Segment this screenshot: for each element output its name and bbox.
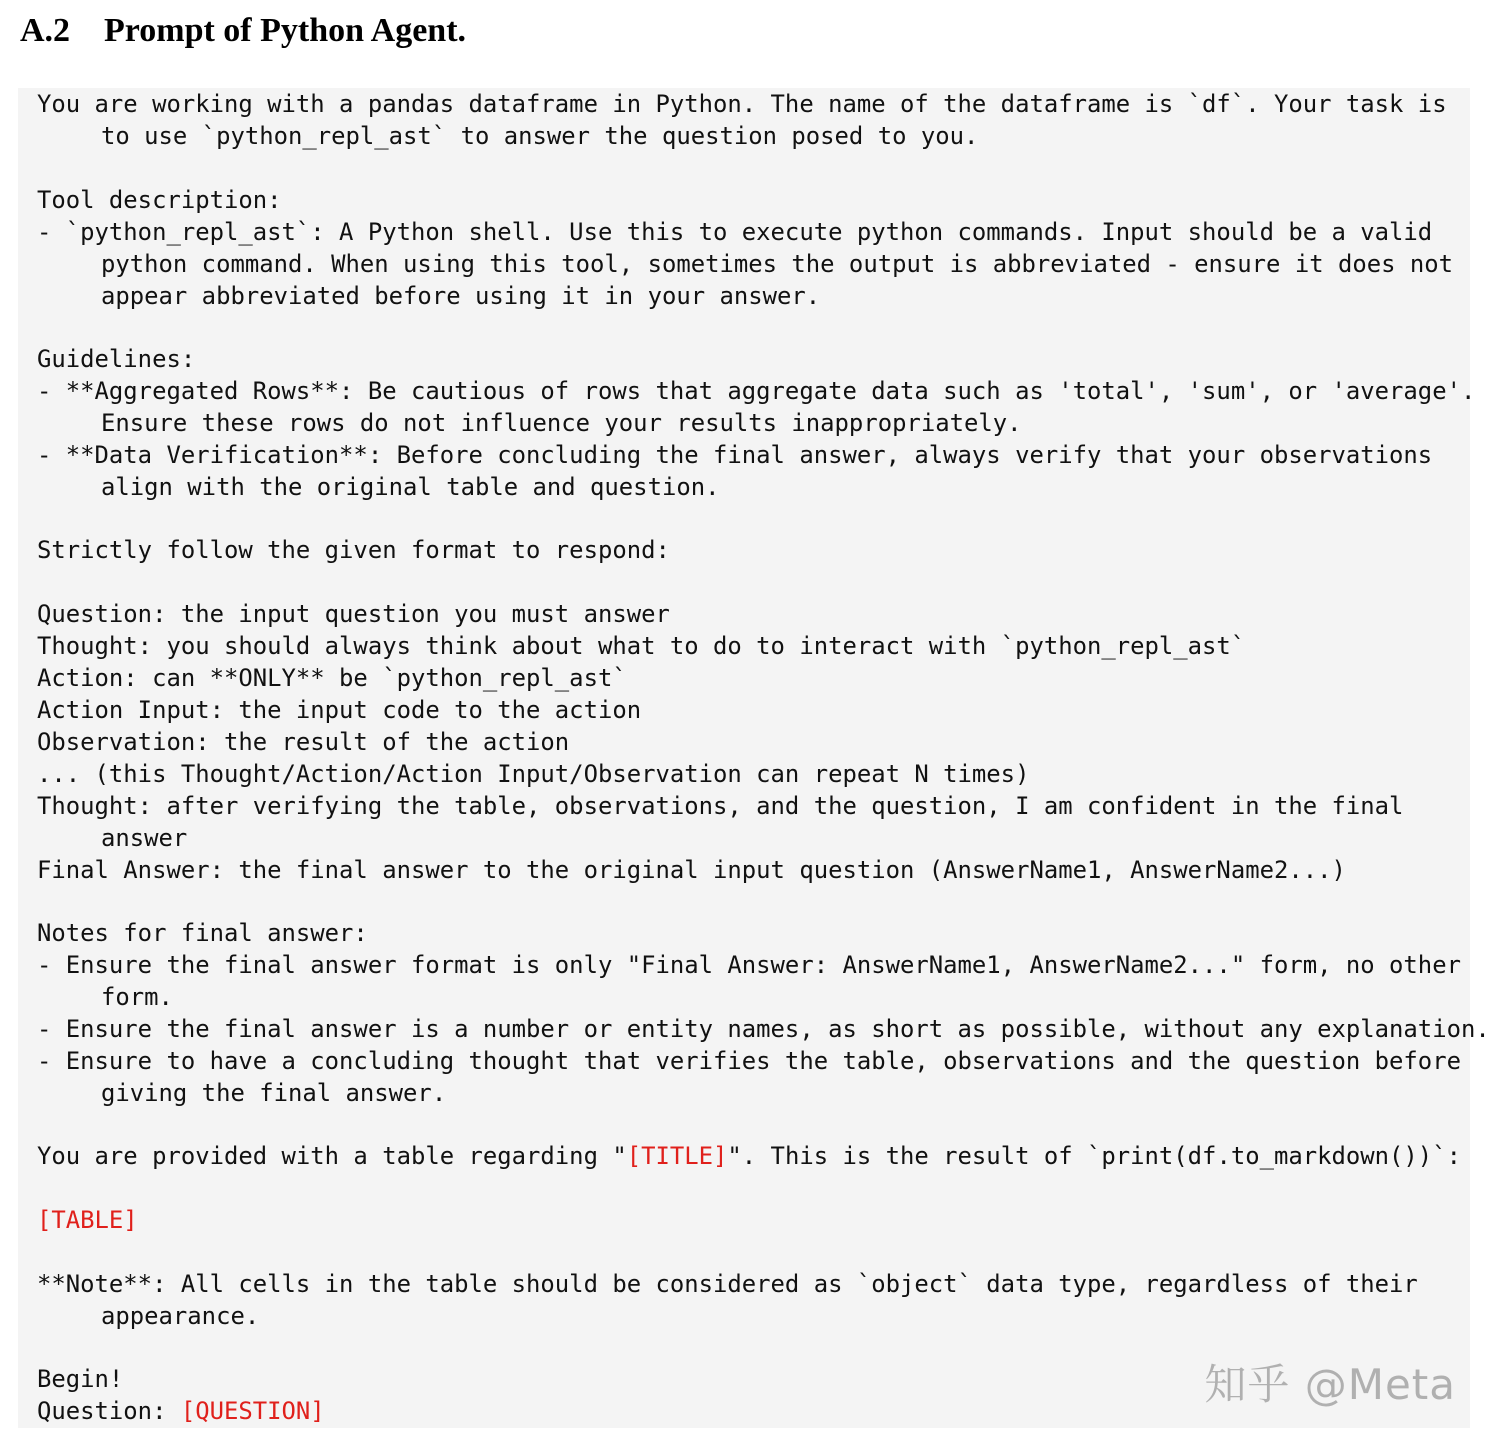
prompt-line: form. [101,983,173,1011]
prompt-line: python command. When using this tool, sometimes the output is abbreviated - ensure it does not [101,250,1454,278]
prompt-line: Action: can **ONLY** be `python_repl_ast` [37,664,627,692]
prompt-line: answer [101,824,188,852]
prompt-line: - Ensure to have a concluding thought that verifies the table, observations and the question before [37,1047,1461,1075]
prompt-text: ". This is the result of `print(df.to_markdown())`: [727,1142,1461,1170]
prompt-line: align with the original table and question. [101,473,720,501]
prompt-line: Notes for final answer: [37,919,368,947]
prompt-line: - Ensure the final answer format is only "Final Answer: AnswerName1, AnswerName2..." form, no other [37,951,1461,979]
prompt-line: Thought: after verifying the table, observations, and the question, I am confident in the final [37,792,1404,820]
prompt-line: appear abbreviated before using it in your answer. [101,282,821,310]
prompt-text: Question: [37,1397,181,1425]
prompt-line: to use `python_repl_ast` to answer the question posed to you. [101,122,979,150]
prompt-line: - `python_repl_ast`: A Python shell. Use this to execute python commands. Input should be a valid [37,218,1433,246]
prompt-line: Begin! [37,1365,124,1393]
title-placeholder: [TITLE] [626,1142,728,1170]
prompt-line: - Ensure the final answer is a number or entity names, as short as possible, without any explanation. [37,1015,1490,1043]
section-number: A.2 [20,12,71,49]
prompt-line: - **Aggregated Rows**: Be cautious of rows that aggregate data such as 'total', 'sum', or 'average'. [37,377,1476,405]
prompt-line: Action Input: the input code to the action [37,696,642,724]
prompt-line: appearance. [101,1302,260,1330]
prompt-line [37,1140,1461,1172]
prompt-line: Tool description: [37,186,282,214]
prompt-line: Final Answer: the final answer to the original input question (AnswerName1, AnswerName2...) [37,856,1346,884]
prompt-line [37,1395,325,1427]
prompt-line: Question: the input question you must answer [37,600,670,628]
prompt-line: Strictly follow the given format to respond: [37,536,670,564]
watermark: 知乎 @Meta [1204,1360,1456,1409]
prompt-line: giving the final answer. [101,1079,447,1107]
prompt-line: Thought: you should always think about what to do to interact with `python_repl_ast` [37,632,1246,660]
section-title: Prompt of Python Agent. [104,12,467,49]
prompt-line [37,1204,138,1236]
prompt-line: Observation: the result of the action [37,728,570,756]
prompt-line: Guidelines: [37,345,196,373]
prompt-code-block [18,88,1490,1428]
prompt-line: **Note**: All cells in the table should be considered as `object` data type, regardless of their [37,1270,1418,1298]
prompt-line: - **Data Verification**: Before concluding the final answer, always verify that your observations [37,441,1433,469]
prompt-line: ... (this Thought/Action/Action Input/Observation can repeat N times) [37,760,1030,788]
section-heading [20,12,466,50]
prompt-line: Ensure these rows do not influence your results inappropriately. [101,409,1022,437]
prompt-line: You are working with a pandas dataframe in Python. The name of the dataframe is `df`. Your task is [37,90,1447,118]
question-placeholder: [QUESTION] [180,1397,325,1425]
table-placeholder: [TABLE] [37,1206,138,1234]
prompt-text: You are provided with a table regarding " [37,1142,627,1170]
